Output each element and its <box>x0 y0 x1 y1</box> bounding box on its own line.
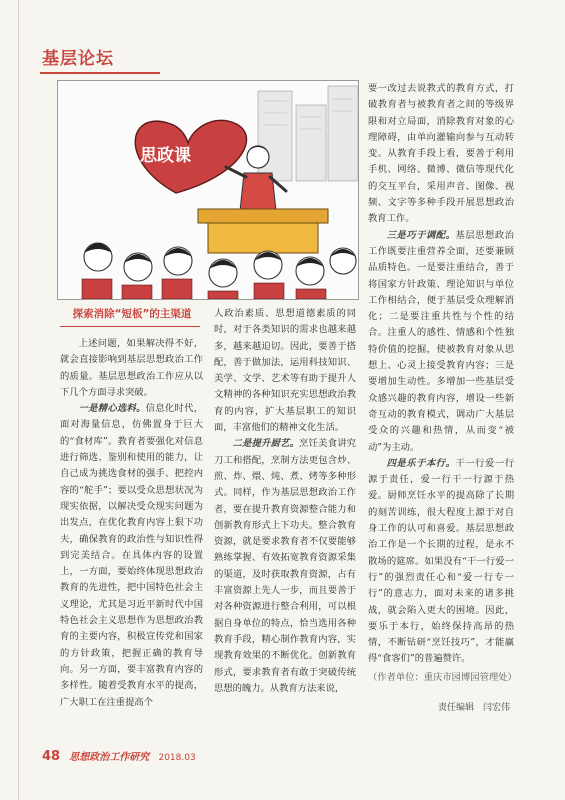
section-title: 基层论坛 <box>42 49 114 69</box>
heart-label: 思政课 <box>140 146 191 166</box>
classroom-cartoon-image <box>58 81 358 299</box>
page-number: 48 <box>42 749 61 764</box>
paragraph: 三是巧于调配。基层思想政治工作既要注重营养全面，还要兼顾品质特色。一是要注重结合，善于将国家方针政策、理论知识与单位工作相结合，便于基层受众理解消化；二是要注重共性与个性的结合。注重人的感性、情感和个性独特价值的挖掘，使被教育对象从思想上、心灵上接受教育内容；三是要增加生动性。多增加一些基层受众感兴趣的教育内容，增设一些新奇互动的教育模式，调动广大基层受众的兴趣和热情，从而变“被动”为主动。 <box>368 229 514 453</box>
paragraph: 四是乐于本行。干一行爱一行源于责任，爱一行干一行源于热爱。厨师烹饪水平的提高除了长期的刻苦训练，很大程度上源于对自身工作的认可和喜爱。基层思想政治工作是一个长期的过程，是永不散场的筵席。如果没有“干一行爱一行”的强烈责任心和“爱一行专一行”的意志力，面对未来的诸多挑战，就会陷入更大的困境。因此，要乐于本行，始终保持高昂的热情，不断钻研“烹饪技巧”，才能赢得“食客们”的普遍赞许。 <box>368 457 514 665</box>
section-rule <box>40 72 160 74</box>
issue-number: 2018.03 <box>158 753 196 763</box>
paragraph-lead: 二是提升厨艺。 <box>232 438 300 450</box>
subtitle-rule <box>60 326 200 327</box>
left-column <box>60 336 203 711</box>
subtitle: 探索消除“短板”的主渠道 <box>72 308 192 320</box>
paragraph-lead: 四是乐于本行。 <box>386 457 456 469</box>
paragraph-lead: 三是巧于调配。 <box>386 229 456 241</box>
right-column <box>368 81 517 716</box>
page-footer <box>42 748 196 764</box>
paragraph: 上述问题，如果解决得不好，就会直接影响到基层思想政治工作的质量。基层思想政治工作应从以下几个方面寻求突破。 <box>60 338 203 398</box>
middle-column <box>214 306 356 697</box>
author-unit-note: （作者单位：重庆市园博园管理处） <box>368 671 517 683</box>
paragraph: 二是提升厨艺。烹饪美食讲究刀工和搭配，烹制方法更包含炒、煎、炸、煨、炖、煮、烤等多种形式。同样，作为基层思想政治工作者，要在提升教育资源整合能力和创新教育形式上下功夫。整合教育资源，就是要求教育者不仅要能够熟练掌握、有效拓宽教育资源采集的渠道，及时获取教育资源，占有丰富资源上先人一步，而且要善于对各种资源进行整合利用，可以根据自身单位的特点，恰当选用各种教育手段，精心制作教育内容，实现教育效果的不断优化。创新教育形式，要求教育者有敢于突破传统思想的魄力。从教育方法来说， <box>214 438 356 694</box>
paragraph: 人政治素质、思想道德素质的同时，对于各类知识的需求也越来越多，越来越迫切。因此，要善于搭配，善于做加法，运用科技知识、美学、文学、艺术等有助于提升人文精神的各种知识充实思想政治教育的内容，扩大基层职工的知识面，丰富他们的精神文化生活。 <box>214 308 356 434</box>
cartoon-illustration <box>57 80 359 300</box>
paragraph: 要一改过去说教式的教育方式，打破教育者与被教育者之间的等级界限和对立局面，消除教育对象的心理障碍，由单向灌输向参与互动转变。从教育手段上看，要善于利用手机、网络、微博、微信等现代化的交互平台，采用声音、图像、视频、文字等多种手段开展思想政治教育工作。 <box>368 83 514 225</box>
magazine-name: 思想政治工作研究 <box>69 752 150 763</box>
responsible-editor: 责任编辑 闫宏伟 <box>437 702 510 713</box>
paragraph: 一是精心选料。信息化时代，面对海量信息，仿佛置身于巨大的“食材库”。教育者要强化对信息进行筛选、鉴别和使用的能力，让自己成为挑选食材的强手、把控内容的“舵手”；要以受众思想状况为现实依据，以解决受众现实问题为出发点，在优化教育内容上狠下功夫，确保教育的政治性与知识性得到完美结合。在具体内容的设置上，一方面，要始终体现思想政治教育的先进性，把中国特色社会主义理论，尤其是习近平新时代中国特色社会主义思想作为思想政治教育的主要内容，积极宣传党和国家的方针政策，把握正确的教育导向。另一方面，要丰富教育内容的多样性。随着受教育水平的提高，广大职工在注重提高个 <box>60 403 203 708</box>
paragraph-lead: 一是精心选料。 <box>78 403 146 415</box>
page-edge <box>18 0 19 800</box>
